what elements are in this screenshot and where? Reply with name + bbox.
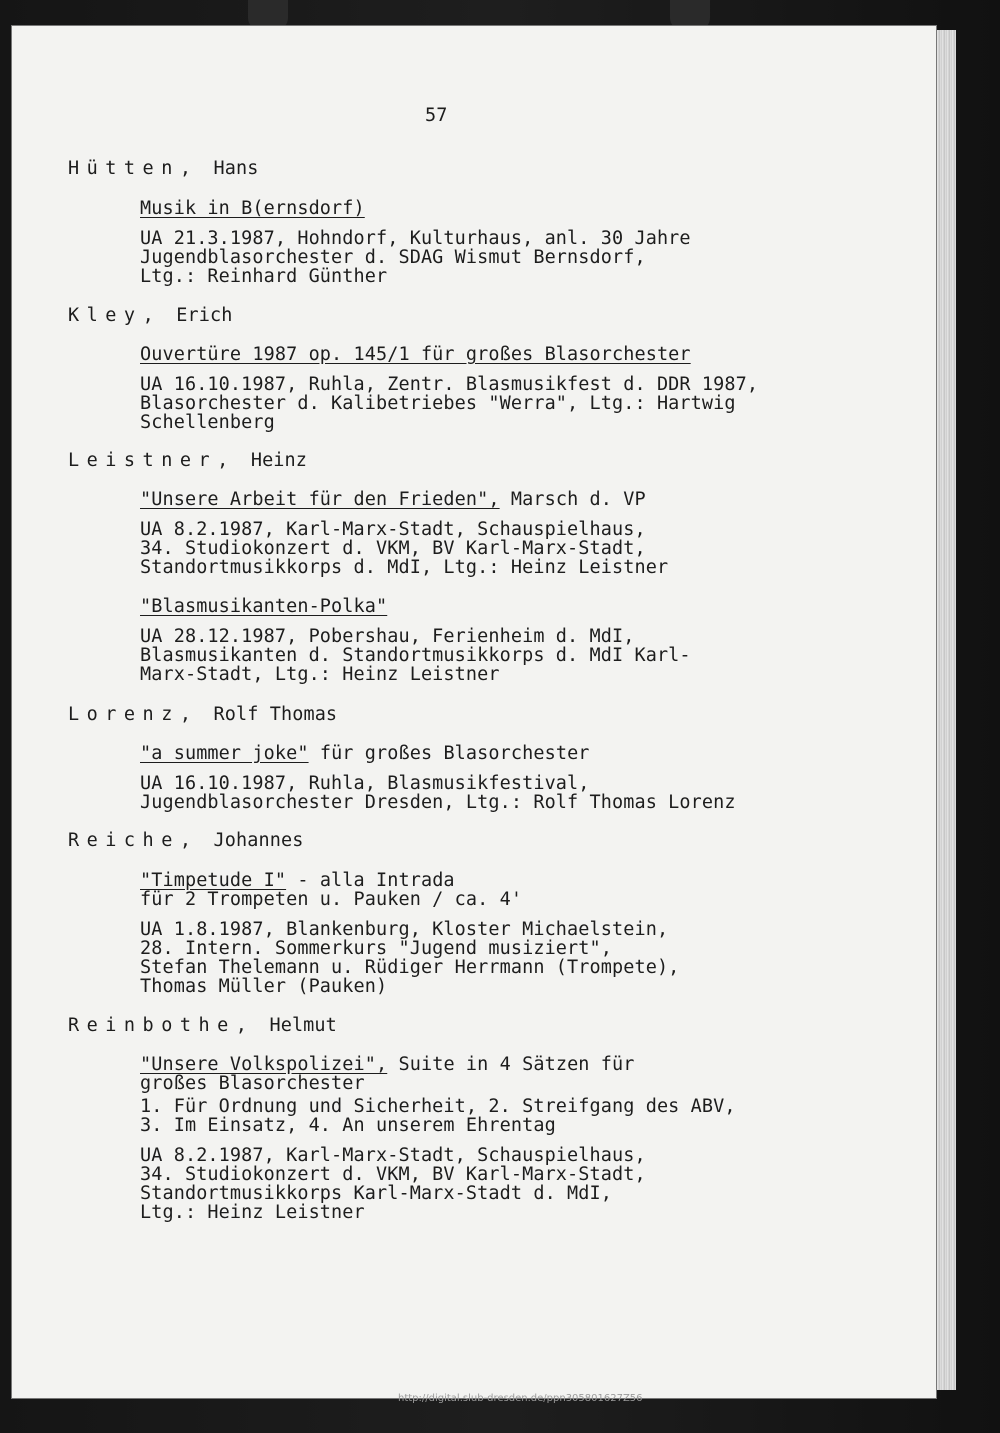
- premiere-line: Marx-Stadt, Ltg.: Heinz Leistner: [140, 664, 500, 685]
- work-title-line: [140, 871, 455, 890]
- composer-surname: Reiche: [68, 830, 180, 851]
- work-title-line: [140, 1055, 635, 1074]
- work-title-line: [140, 199, 365, 218]
- work-title-line: [140, 490, 646, 509]
- work-title: Ouvertüre 1987 op. 145/1 für großes Blasorchester: [140, 344, 691, 365]
- work-description-line: für 2 Trompeten u. Pauken / ca. 4': [140, 889, 523, 910]
- composer-surname: Leistner: [68, 450, 218, 471]
- premiere-line: Jugendblasorchester d. SDAG Wismut Bernsdorf,: [140, 247, 646, 268]
- premiere-line: Ltg.: Reinhard Günther: [140, 266, 388, 287]
- premiere-line: 34. Studiokonzert d. VKM, BV Karl-Marx-Stadt,: [140, 1164, 646, 1185]
- work-title-line: [140, 744, 590, 763]
- work-description-line: großes Blasorchester: [140, 1073, 365, 1094]
- work-description-line: 1. Für Ordnung und Sicherheit, 2. Streifgang des ABV,: [140, 1096, 736, 1117]
- page-number: 57: [425, 105, 448, 126]
- composer-separator: ,: [179, 704, 214, 725]
- composer-separator: ,: [179, 830, 214, 851]
- composer-separator: ,: [179, 158, 214, 179]
- work-title: "Timpetude I": [140, 870, 287, 891]
- work-title-line: [140, 597, 387, 616]
- composer-surname: Hütten: [68, 158, 180, 179]
- work-title: "Unsere Arbeit für den Frieden",: [140, 489, 500, 510]
- work-title: "a summer joke": [140, 743, 309, 764]
- premiere-line: UA 28.12.1987, Pobershau, Ferienheim d. MdI,: [140, 626, 635, 647]
- composer-given-name: Hans: [213, 158, 259, 179]
- work-title-line: [140, 345, 691, 364]
- premiere-line: Standortmusikkorps Karl-Marx-Stadt d. MdI,: [140, 1183, 612, 1204]
- premiere-line: UA 8.2.1987, Karl-Marx-Stadt, Schauspielhaus,: [140, 519, 646, 540]
- premiere-line: UA 1.8.1987, Blankenburg, Kloster Michaelstein,: [140, 919, 669, 940]
- composer-heading: [68, 159, 259, 178]
- composer-heading: [68, 306, 232, 325]
- premiere-line: Ltg.: Heinz Leistner: [140, 1202, 365, 1223]
- premiere-line: 34. Studiokonzert d. VKM, BV Karl-Marx-Stadt,: [140, 538, 646, 559]
- composer-heading: [68, 705, 337, 724]
- composer-separator: ,: [217, 450, 251, 471]
- premiere-line: Blasorchester d. Kalibetriebes "Werra", Ltg.: Hartwig: [140, 393, 736, 414]
- composer-given-name: Erich: [176, 305, 233, 326]
- composer-heading: [68, 831, 303, 850]
- composer-given-name: Heinz: [250, 450, 308, 471]
- work-title: Musik in B(ernsdorf): [140, 198, 365, 219]
- composer-separator: ,: [142, 305, 177, 326]
- page-stack-edge: [936, 30, 956, 1390]
- composer-surname: Kley: [68, 305, 143, 326]
- work-title-suffix: Marsch d. VP: [510, 489, 646, 510]
- composer-given-name: Rolf Thomas: [213, 704, 338, 725]
- composer-surname: Lorenz: [68, 704, 180, 725]
- work-title-suffix: - alla Intrada: [297, 870, 455, 891]
- premiere-line: Thomas Müller (Pauken): [140, 976, 388, 997]
- premiere-line: 28. Intern. Sommerkurs "Jugend musiziert",: [140, 938, 612, 959]
- premiere-line: Schellenberg: [140, 412, 275, 433]
- work-title-suffix: Suite in 4 Sätzen für: [398, 1054, 635, 1075]
- premiere-line: UA 16.10.1987, Ruhla, Blasmusikfestival,: [140, 773, 590, 794]
- premiere-line: UA 16.10.1987, Ruhla, Zentr. Blasmusikfest d. DDR 1987,: [140, 374, 759, 395]
- premiere-line: Stefan Thelemann u. Rüdiger Herrmann (Trompete),: [140, 957, 680, 978]
- document-page: [12, 26, 936, 1398]
- premiere-line: UA 8.2.1987, Karl-Marx-Stadt, Schauspielhaus,: [140, 1145, 646, 1166]
- work-title: "Blasmusikanten-Polka": [140, 596, 388, 617]
- premiere-line: UA 21.3.1987, Hohndorf, Kulturhaus, anl. 30 Jahre: [140, 228, 691, 249]
- work-title: "Unsere Volkspolizei",: [140, 1054, 388, 1075]
- work-description-line: 3. Im Einsatz, 4. An unserem Ehrentag: [140, 1115, 556, 1136]
- premiere-line: Blasmusikanten d. Standortmusikkorps d. MdI Karl-: [140, 645, 691, 666]
- work-title-suffix: für großes Blasorchester: [319, 743, 590, 764]
- composer-heading: [68, 451, 307, 470]
- premiere-line: Standortmusikkorps d. MdI, Ltg.: Heinz Leistner: [140, 557, 669, 578]
- premiere-line: Jugendblasorchester Dresden, Ltg.: Rolf Thomas Lorenz: [140, 792, 736, 813]
- composer-surname: Reinbothe: [68, 1015, 236, 1036]
- source-url: http://digital.slub-dresden.de/ppn305801627Z56: [398, 1393, 643, 1404]
- composer-heading: [68, 1016, 337, 1035]
- composer-given-name: Johannes: [213, 830, 304, 851]
- composer-separator: ,: [235, 1015, 270, 1036]
- composer-given-name: Helmut: [269, 1015, 337, 1036]
